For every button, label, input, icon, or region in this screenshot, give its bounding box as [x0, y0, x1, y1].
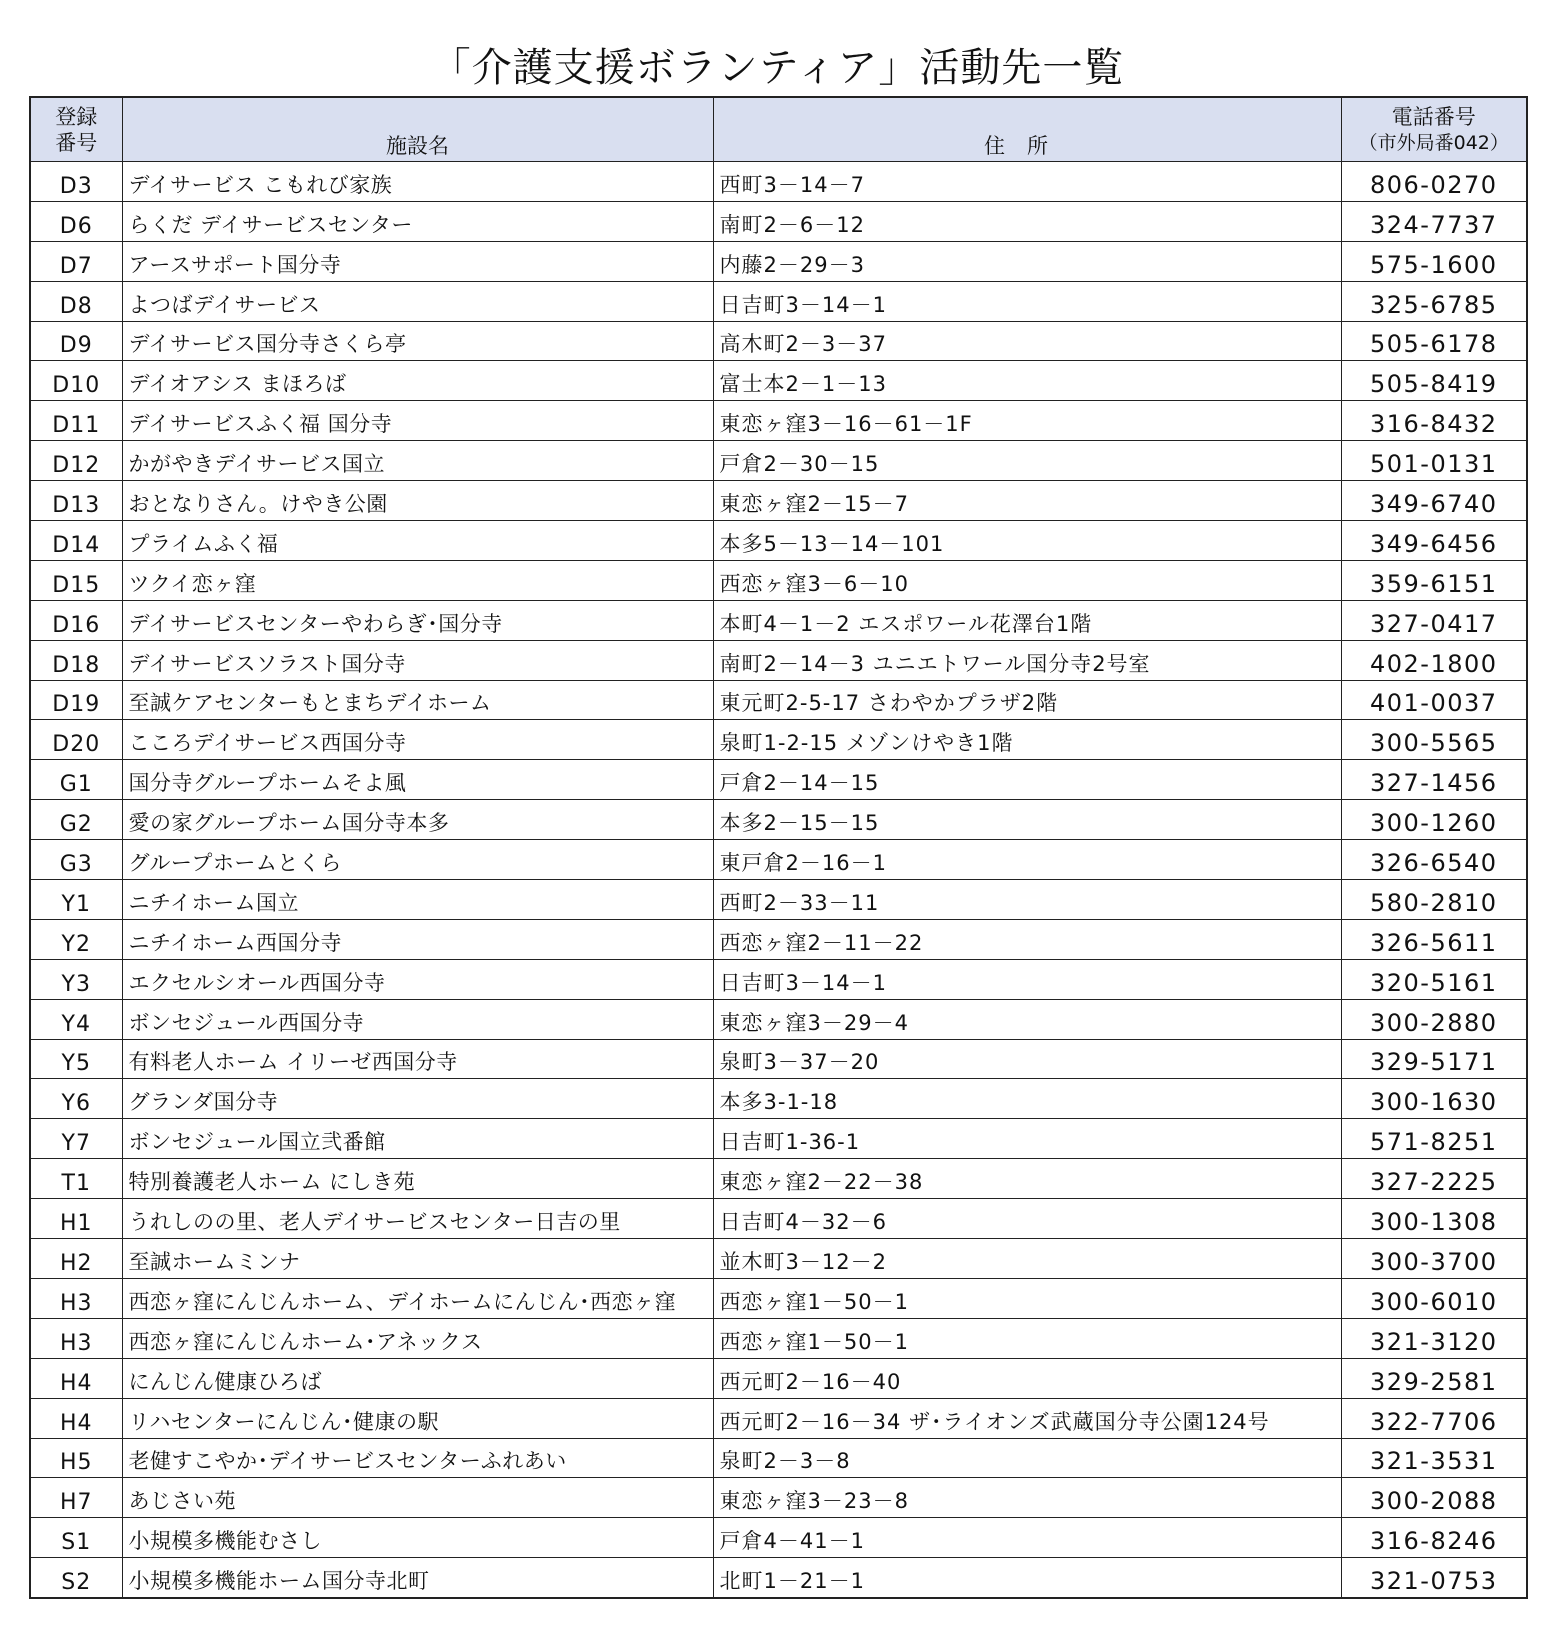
reg-no-cell: Y3: [30, 959, 122, 999]
phone-cell: 327-1456: [1341, 760, 1527, 800]
reg-no-cell: H5: [30, 1438, 122, 1478]
reg-no-cell: G3: [30, 840, 122, 880]
facility-table: [29, 96, 1528, 1599]
phone-cell: 300-3700: [1341, 1239, 1527, 1279]
phone-cell: 329-5171: [1341, 1039, 1527, 1079]
phone-cell: 322-7706: [1341, 1398, 1527, 1438]
facility-name-cell: 至誠ホームミンナ: [122, 1239, 713, 1279]
phone-cell: 349-6456: [1341, 521, 1527, 561]
table-row: [30, 201, 1527, 241]
table-row: [30, 1039, 1527, 1079]
facility-name-cell: 国分寺グループホームそよ風: [122, 760, 713, 800]
address-cell: 西町3－14－7: [713, 162, 1341, 202]
phone-cell: 316-8432: [1341, 401, 1527, 441]
address-cell: 西恋ヶ窪2－11－22: [713, 919, 1341, 959]
table-row: [30, 401, 1527, 441]
phone-cell: 300-6010: [1341, 1278, 1527, 1318]
address-cell: 本町4－1－2 エスポワール花澤台1階: [713, 600, 1341, 640]
address-cell: 日吉町3－14－1: [713, 281, 1341, 321]
reg-no-cell: H4: [30, 1398, 122, 1438]
phone-cell: 402-1800: [1341, 640, 1527, 680]
address-cell: 北町1－21－1: [713, 1558, 1341, 1598]
page-title: 「介護支援ボランティア」活動先一覧: [430, 45, 1125, 91]
address-cell: 東恋ヶ窪3－16－61－1F: [713, 401, 1341, 441]
facility-name-cell: デイサービスセンターやわらぎ･国分寺: [122, 600, 713, 640]
phone-cell: 580-2810: [1341, 880, 1527, 920]
table-row: [30, 1278, 1527, 1318]
phone-cell: 505-8419: [1341, 361, 1527, 401]
reg-no-cell: D3: [30, 162, 122, 202]
phone-cell: 324-7737: [1341, 201, 1527, 241]
address-cell: 内藤2－29－3: [713, 241, 1341, 281]
phone-cell: 575-1600: [1341, 241, 1527, 281]
phone-cell: 327-2225: [1341, 1159, 1527, 1199]
address-cell: 戸倉2－30－15: [713, 441, 1341, 481]
facility-name-cell: 特別養護老人ホーム にしき苑: [122, 1159, 713, 1199]
reg-no-cell: D9: [30, 321, 122, 361]
reg-no-cell: Y6: [30, 1079, 122, 1119]
table-row: [30, 600, 1527, 640]
phone-cell: 806-0270: [1341, 162, 1527, 202]
phone-cell: 316-8246: [1341, 1518, 1527, 1558]
address-cell: 東恋ヶ窪2－22－38: [713, 1159, 1341, 1199]
table-row: [30, 1358, 1527, 1398]
phone-cell: 326-6540: [1341, 840, 1527, 880]
reg-no-cell: D15: [30, 560, 122, 600]
table-row: [30, 1239, 1527, 1279]
table-row: [30, 680, 1527, 720]
reg-no-cell: H1: [30, 1199, 122, 1239]
table-row: [30, 441, 1527, 481]
address-cell: 東恋ヶ窪3－23－8: [713, 1478, 1341, 1518]
address-cell: 泉町2－3－8: [713, 1438, 1341, 1478]
table-row: [30, 560, 1527, 600]
address-cell: 西恋ヶ窪1－50－1: [713, 1318, 1341, 1358]
table-row: [30, 1159, 1527, 1199]
facility-name-cell: アースサポート国分寺: [122, 241, 713, 281]
phone-cell: 300-1260: [1341, 800, 1527, 840]
reg-no-cell: Y7: [30, 1119, 122, 1159]
address-cell: 西元町2－16－40: [713, 1358, 1341, 1398]
address-cell: 西元町2－16－34 ザ･ライオンズ武蔵国分寺公園124号: [713, 1398, 1341, 1438]
address-cell: 東恋ヶ窪3－29－4: [713, 999, 1341, 1039]
address-cell: 戸倉2－14－15: [713, 760, 1341, 800]
facility-name-cell: デイオアシス まほろば: [122, 361, 713, 401]
facility-name-cell: ボンセジュール国立弐番館: [122, 1119, 713, 1159]
facility-name-cell: 老健すこやか･デイサービスセンターふれあい: [122, 1438, 713, 1478]
phone-cell: 300-1308: [1341, 1199, 1527, 1239]
table-row: [30, 1438, 1527, 1478]
reg-no-cell: H7: [30, 1478, 122, 1518]
reg-no-cell: D10: [30, 361, 122, 401]
table-row: [30, 241, 1527, 281]
address-cell: 日吉町4－32－6: [713, 1199, 1341, 1239]
table-row: [30, 919, 1527, 959]
facility-name-cell: ニチイホーム国立: [122, 880, 713, 920]
address-cell: 泉町3－37－20: [713, 1039, 1341, 1079]
reg-no-cell: D6: [30, 201, 122, 241]
reg-no-cell: G1: [30, 760, 122, 800]
reg-no-cell: D19: [30, 680, 122, 720]
address-cell: 西恋ヶ窪1－50－1: [713, 1278, 1341, 1318]
phone-cell: 321-3120: [1341, 1318, 1527, 1358]
table-row: [30, 1199, 1527, 1239]
reg-no-cell: Y4: [30, 999, 122, 1039]
address-cell: 本多3-1-18: [713, 1079, 1341, 1119]
table-row: [30, 1518, 1527, 1558]
facility-name-cell: デイサービス国分寺さくら亭: [122, 321, 713, 361]
facility-name-cell: らくだ デイサービスセンター: [122, 201, 713, 241]
reg-no-cell: H2: [30, 1239, 122, 1279]
reg-no-cell: D12: [30, 441, 122, 481]
header-reg-no-line1: 登録: [55, 104, 98, 129]
reg-no-cell: S1: [30, 1518, 122, 1558]
phone-cell: 359-6151: [1341, 560, 1527, 600]
reg-no-cell: Y2: [30, 919, 122, 959]
address-cell: 南町2－6－12: [713, 201, 1341, 241]
phone-cell: 501-0131: [1341, 441, 1527, 481]
address-cell: 南町2－14－3 ユニエトワール国分寺2号室: [713, 640, 1341, 680]
address-cell: 並木町3－12－2: [713, 1239, 1341, 1279]
header-phone-line1: 電話番号: [1391, 104, 1476, 129]
reg-no-cell: D16: [30, 600, 122, 640]
reg-no-cell: G2: [30, 800, 122, 840]
reg-no-cell: S2: [30, 1558, 122, 1598]
facility-name-cell: ツクイ恋ヶ窪: [122, 560, 713, 600]
address-cell: 富士本2－1－13: [713, 361, 1341, 401]
facility-name-cell: デイサービスふく福 国分寺: [122, 401, 713, 441]
facility-name-cell: 愛の家グループホーム国分寺本多: [122, 800, 713, 840]
header-phone-line2: （市外局番042）: [1358, 131, 1509, 154]
address-cell: 西恋ヶ窪3－6－10: [713, 560, 1341, 600]
reg-no-cell: Y5: [30, 1039, 122, 1079]
address-cell: 日吉町3－14－1: [713, 959, 1341, 999]
address-cell: 戸倉4－41－1: [713, 1518, 1341, 1558]
phone-cell: 325-6785: [1341, 281, 1527, 321]
reg-no-cell: D7: [30, 241, 122, 281]
reg-no-cell: Y1: [30, 880, 122, 920]
phone-cell: 571-8251: [1341, 1119, 1527, 1159]
table-row: [30, 481, 1527, 521]
header-phone: [1341, 97, 1527, 162]
facility-name-cell: グループホームとくら: [122, 840, 713, 880]
address-cell: 本多5－13－14－101: [713, 521, 1341, 561]
phone-cell: 320-5161: [1341, 959, 1527, 999]
address-cell: 日吉町1-36-1: [713, 1119, 1341, 1159]
facility-name-cell: ボンセジュール西国分寺: [122, 999, 713, 1039]
table-row: [30, 1318, 1527, 1358]
reg-no-cell: H3: [30, 1278, 122, 1318]
facility-name-cell: リハセンターにんじん･健康の駅: [122, 1398, 713, 1438]
phone-cell: 349-6740: [1341, 481, 1527, 521]
facility-name-cell: あじさい苑: [122, 1478, 713, 1518]
facility-name-cell: グランダ国分寺: [122, 1079, 713, 1119]
facility-name-cell: こころデイサービス西国分寺: [122, 720, 713, 760]
header-address: 住所: [713, 97, 1341, 162]
table-row: [30, 1398, 1527, 1438]
address-cell: 東戸倉2－16－1: [713, 840, 1341, 880]
table-row: [30, 1079, 1527, 1119]
table-row: [30, 760, 1527, 800]
table-row: [30, 281, 1527, 321]
table-row: [30, 321, 1527, 361]
facility-name-cell: よつばデイサービス: [122, 281, 713, 321]
facility-name-cell: 西恋ヶ窪にんじんホーム･アネックス: [122, 1318, 713, 1358]
phone-cell: 327-0417: [1341, 600, 1527, 640]
address-cell: 高木町2－3－37: [713, 321, 1341, 361]
phone-cell: 401-0037: [1341, 680, 1527, 720]
table-row: [30, 800, 1527, 840]
facility-name-cell: かがやきデイサービス国立: [122, 441, 713, 481]
address-cell: 東恋ヶ窪2－15－7: [713, 481, 1341, 521]
facility-name-cell: 小規模多機能むさし: [122, 1518, 713, 1558]
reg-no-cell: D18: [30, 640, 122, 680]
facility-name-cell: おとなりさん。けやき公園: [122, 481, 713, 521]
reg-no-cell: D11: [30, 401, 122, 441]
facility-name-cell: うれしのの里、老人デイサービスセンター日吉の里: [122, 1199, 713, 1239]
phone-cell: 300-2088: [1341, 1478, 1527, 1518]
reg-no-cell: H4: [30, 1358, 122, 1398]
reg-no-cell: D13: [30, 481, 122, 521]
table-row: [30, 162, 1527, 202]
facility-name-cell: ニチイホーム西国分寺: [122, 919, 713, 959]
header-reg-no-line2: 番号: [55, 130, 98, 155]
reg-no-cell: H3: [30, 1318, 122, 1358]
facility-name-cell: デイサービスソラスト国分寺: [122, 640, 713, 680]
facility-name-cell: エクセルシオール西国分寺: [122, 959, 713, 999]
table-row: [30, 720, 1527, 760]
table-row: [30, 640, 1527, 680]
address-cell: 西町2－33－11: [713, 880, 1341, 920]
reg-no-cell: D14: [30, 521, 122, 561]
facility-name-cell: 有料老人ホーム イリーゼ西国分寺: [122, 1039, 713, 1079]
table-row: [30, 521, 1527, 561]
table-row: [30, 840, 1527, 880]
table-row: [30, 361, 1527, 401]
phone-cell: 329-2581: [1341, 1358, 1527, 1398]
header-facility: 施設名: [122, 97, 713, 162]
phone-cell: 321-3531: [1341, 1438, 1527, 1478]
address-cell: 本多2－15－15: [713, 800, 1341, 840]
phone-cell: 505-6178: [1341, 321, 1527, 361]
facility-name-cell: にんじん健康ひろば: [122, 1358, 713, 1398]
table-body: [30, 162, 1527, 1599]
reg-no-cell: T1: [30, 1159, 122, 1199]
reg-no-cell: D8: [30, 281, 122, 321]
table-header-row: [30, 97, 1527, 162]
facility-name-cell: デイサービス こもれび家族: [122, 162, 713, 202]
phone-cell: 300-1630: [1341, 1079, 1527, 1119]
facility-name-cell: プライムふく福: [122, 521, 713, 561]
table-row: [30, 1119, 1527, 1159]
phone-cell: 321-0753: [1341, 1558, 1527, 1598]
table-row: [30, 880, 1527, 920]
address-cell: 東元町2-5-17 さわやかプラザ2階: [713, 680, 1341, 720]
table-row: [30, 1478, 1527, 1518]
phone-cell: 326-5611: [1341, 919, 1527, 959]
reg-no-cell: D20: [30, 720, 122, 760]
facility-name-cell: 至誠ケアセンターもとまちデイホーム: [122, 680, 713, 720]
header-reg-no: [30, 97, 122, 162]
facility-name-cell: 西恋ヶ窪にんじんホーム、デイホームにんじん･西恋ヶ窪: [122, 1278, 713, 1318]
table-row: [30, 999, 1527, 1039]
facility-name-cell: 小規模多機能ホーム国分寺北町: [122, 1558, 713, 1598]
table-row: [30, 959, 1527, 999]
phone-cell: 300-5565: [1341, 720, 1527, 760]
phone-cell: 300-2880: [1341, 999, 1527, 1039]
address-cell: 泉町1-2-15 メゾンけやき1階: [713, 720, 1341, 760]
table-row: [30, 1558, 1527, 1598]
